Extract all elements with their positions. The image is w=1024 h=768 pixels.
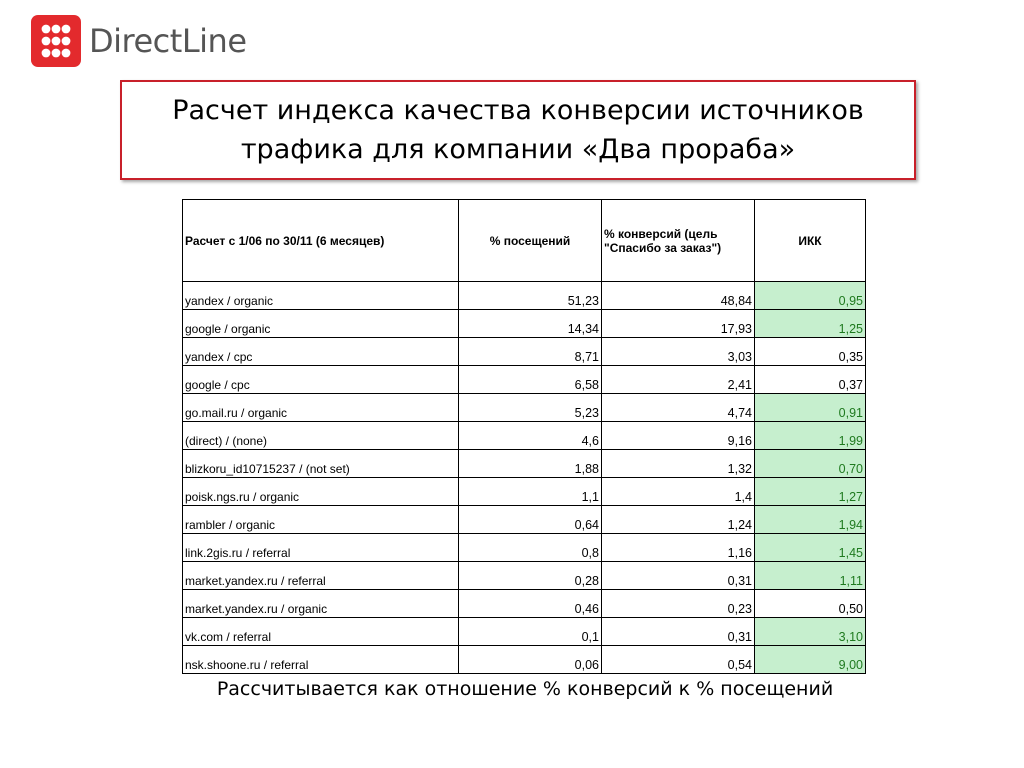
cell-ikk: 0,37 — [755, 366, 866, 394]
cell-visits: 51,23 — [459, 282, 602, 310]
header-period: Расчет с 1/06 по 30/11 (6 месяцев) — [183, 200, 459, 282]
table-row — [183, 366, 866, 394]
cell-source: yandex / cpc — [183, 338, 459, 366]
cell-source: market.yandex.ru / referral — [183, 562, 459, 590]
cell-ikk: 0,91 — [755, 394, 866, 422]
cell-ikk: 1,45 — [755, 534, 866, 562]
cell-visits: 8,71 — [459, 338, 602, 366]
cell-source: nsk.shoone.ru / referral — [183, 646, 459, 674]
header-conversions — [602, 200, 755, 282]
cell-source: rambler / organic — [183, 506, 459, 534]
cell-ikk: 3,10 — [755, 618, 866, 646]
cell-source: link.2gis.ru / referral — [183, 534, 459, 562]
cell-visits: 0,64 — [459, 506, 602, 534]
header-conversions-line-2: "Спасибо за заказ") — [604, 240, 722, 255]
cell-source: poisk.ngs.ru / organic — [183, 478, 459, 506]
cell-visits: 4,6 — [459, 422, 602, 450]
header-ikk: ИКК — [755, 200, 866, 282]
cell-ikk: 0,95 — [755, 282, 866, 310]
cell-ikk: 1,11 — [755, 562, 866, 590]
cell-source: vk.com / referral — [183, 618, 459, 646]
cell-conversions: 2,41 — [602, 366, 755, 394]
cell-conversions: 0,31 — [602, 618, 755, 646]
header-visits: % посещений — [459, 200, 602, 282]
cell-conversions: 0,54 — [602, 646, 755, 674]
cell-source: google / organic — [183, 310, 459, 338]
table-row — [183, 534, 866, 562]
cell-visits: 0,06 — [459, 646, 602, 674]
directline-logo-icon — [31, 15, 81, 67]
cell-conversions: 1,16 — [602, 534, 755, 562]
cell-visits: 1,1 — [459, 478, 602, 506]
cell-source: (direct) / (none) — [183, 422, 459, 450]
cell-conversions: 0,31 — [602, 562, 755, 590]
cell-conversions: 1,24 — [602, 506, 755, 534]
cell-conversions: 1,32 — [602, 450, 755, 478]
cell-visits: 0,28 — [459, 562, 602, 590]
cell-source: yandex / organic — [183, 282, 459, 310]
footnote: Рассчитывается как отношение % конверсий к % посещений — [216, 678, 834, 700]
slide-title — [172, 91, 864, 169]
cell-ikk: 9,00 — [755, 646, 866, 674]
cell-ikk: 0,70 — [755, 450, 866, 478]
table-row — [183, 590, 866, 618]
cell-conversions: 4,74 — [602, 394, 755, 422]
cell-conversions: 48,84 — [602, 282, 755, 310]
cell-source: go.mail.ru / organic — [183, 394, 459, 422]
ikk-table — [182, 199, 866, 674]
cell-conversions: 0,23 — [602, 590, 755, 618]
table-header-row — [183, 200, 866, 282]
cell-visits: 0,8 — [459, 534, 602, 562]
slide-title-line-2: трафика для компании «Два прораба» — [240, 134, 796, 165]
table-body — [183, 282, 866, 674]
table-row — [183, 562, 866, 590]
logo — [31, 14, 247, 68]
cell-source: market.yandex.ru / organic — [183, 590, 459, 618]
cell-conversions: 9,16 — [602, 422, 755, 450]
table-row — [183, 506, 866, 534]
cell-conversions: 1,4 — [602, 478, 755, 506]
cell-visits: 0,1 — [459, 618, 602, 646]
cell-ikk: 1,27 — [755, 478, 866, 506]
cell-ikk: 0,50 — [755, 590, 866, 618]
cell-visits: 5,23 — [459, 394, 602, 422]
cell-visits: 14,34 — [459, 310, 602, 338]
cell-source: google / cpc — [183, 366, 459, 394]
cell-conversions: 3,03 — [602, 338, 755, 366]
cell-visits: 0,46 — [459, 590, 602, 618]
cell-ikk: 0,35 — [755, 338, 866, 366]
table-row — [183, 282, 866, 310]
table-row — [183, 618, 866, 646]
cell-ikk: 1,99 — [755, 422, 866, 450]
slide-title-box — [120, 80, 916, 180]
table-row — [183, 338, 866, 366]
cell-ikk: 1,25 — [755, 310, 866, 338]
cell-ikk: 1,94 — [755, 506, 866, 534]
cell-visits: 6,58 — [459, 366, 602, 394]
table-row — [183, 646, 866, 674]
cell-visits: 1,88 — [459, 450, 602, 478]
cell-conversions: 17,93 — [602, 310, 755, 338]
table-row — [183, 394, 866, 422]
table-row — [183, 422, 866, 450]
logo-wordmark: DirectLine — [89, 22, 247, 60]
table-row — [183, 310, 866, 338]
table-row — [183, 478, 866, 506]
table-row — [183, 450, 866, 478]
slide-title-line-1: Расчет индекса качества конверсии источников — [172, 94, 864, 126]
header-conversions-line-1: % конверсий (цель — [604, 226, 718, 241]
cell-source: blizkoru_id10715237 / (not set) — [183, 450, 459, 478]
